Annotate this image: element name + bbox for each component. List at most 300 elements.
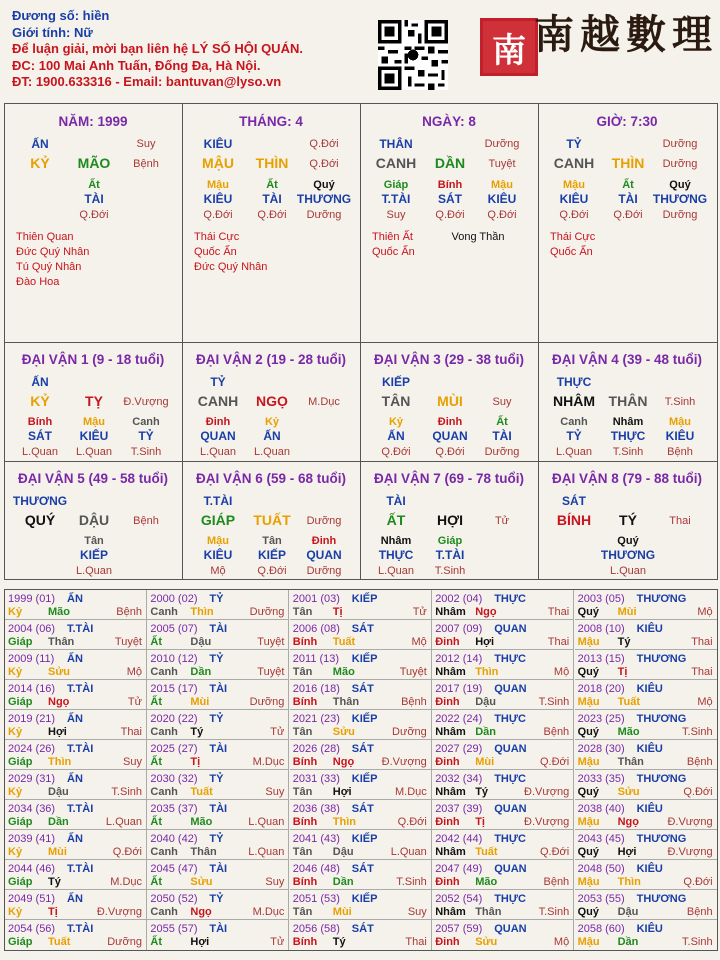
- hidden-god: TÀI: [262, 192, 282, 206]
- header-info: [12, 8, 303, 91]
- year-label: 2011 (13): [292, 653, 340, 665]
- year-label: 1999 (01): [8, 593, 56, 605]
- year-stem: Quý: [577, 666, 599, 678]
- gender: Giới tính: Nữ: [12, 24, 93, 40]
- year-god: ẤN: [67, 833, 83, 845]
- year-phase: Thai: [691, 666, 713, 678]
- year-god: KIÊU: [636, 683, 663, 695]
- year-label: 2057 (59): [435, 923, 483, 935]
- year-label: 2038 (40): [577, 803, 625, 815]
- year-cell: [290, 740, 432, 770]
- hidden-stem: Mậu: [207, 535, 229, 547]
- hidden-god: THƯƠNG: [296, 192, 352, 206]
- hidden-god: ẤN: [263, 429, 281, 443]
- hidden-stem: Mậu: [669, 416, 691, 428]
- hidden-god: KIÊU: [203, 548, 233, 562]
- year-phase: Suy: [407, 906, 427, 918]
- year-stem: Quý: [577, 906, 599, 918]
- year-god: SÁT: [351, 923, 374, 935]
- dai-van-stem: ẤT: [386, 512, 406, 528]
- year-cell: [575, 650, 717, 680]
- year-branch: Mão: [617, 726, 640, 738]
- year-god: TỶ: [209, 593, 224, 605]
- year-phase: T.Sinh: [682, 726, 713, 738]
- hidden-phase: Mộ: [210, 565, 226, 577]
- year-stem: Canh: [150, 726, 178, 738]
- year-cell: [290, 830, 432, 860]
- year-cell: [5, 770, 147, 800]
- year-branch: Sửu: [617, 786, 640, 798]
- year-stem: Nhâm: [435, 666, 466, 678]
- hidden-phase: Q.Đới: [435, 446, 465, 458]
- hidden-god: QUAN: [432, 429, 468, 443]
- year-label: 2014 (16): [8, 683, 56, 695]
- hidden-stem: Đinh: [205, 416, 231, 428]
- address-line: ĐC: 100 Mai Anh Tuấn, Đống Đa, Hà Nội.: [12, 57, 261, 73]
- pillar-mid-star: Vong Thần: [451, 231, 505, 243]
- year-cell: [5, 830, 147, 860]
- hidden-phase: L.Quan: [609, 565, 647, 577]
- year-phase: Đ.Vượng: [667, 846, 713, 858]
- year-branch: Tuất: [617, 696, 640, 708]
- year-label: 2010 (12): [150, 653, 198, 665]
- year-stem: Tân: [292, 666, 313, 678]
- year-cell: [432, 590, 574, 620]
- hidden-stem: Ất: [88, 179, 100, 191]
- dai-van-branch: THÂN: [608, 393, 648, 409]
- year-branch: Dậu: [617, 906, 639, 918]
- dai-van-title: ĐẠI VẬN 8 (79 - 88 tuổi): [551, 471, 703, 486]
- year-branch: Mùi: [475, 756, 495, 768]
- year-cell: [5, 590, 147, 620]
- phone-email-line: ĐT: 1900.633316 - Email: bantuvan@lyso.vn: [12, 74, 282, 89]
- year-god: KIÊU: [636, 863, 663, 875]
- year-god: T.TÀI: [67, 623, 94, 635]
- year-phase: Thai: [405, 936, 427, 948]
- year-god: THƯƠNG: [636, 833, 687, 845]
- year-stem: Bính: [292, 816, 318, 828]
- dai-van-phase: Dưỡng: [306, 515, 342, 527]
- dai-van-branch: TUẤT: [253, 512, 291, 528]
- pillar-branch: DẦN: [434, 155, 466, 171]
- year-label: 2033 (35): [577, 773, 625, 785]
- year-branch: Thân: [475, 906, 502, 918]
- year-god: SÁT: [351, 683, 374, 695]
- year-phase: L.Quan: [105, 816, 142, 828]
- year-branch: Mùi: [617, 606, 637, 618]
- year-stem: Tân: [292, 846, 313, 858]
- year-phase: Bệnh: [543, 876, 570, 888]
- hidden-phase: Dưỡng: [306, 209, 342, 221]
- hidden-god: ẤN: [387, 429, 405, 443]
- year-god: KIẾP: [351, 593, 378, 605]
- year-cell: [5, 800, 147, 830]
- year-god: THƯƠNG: [636, 593, 687, 605]
- dai-van-cell: [360, 343, 538, 461]
- year-cell: [5, 920, 147, 950]
- year-branch: Sửu: [475, 936, 498, 948]
- year-label: 2052 (54): [435, 893, 483, 905]
- pillar-title: GIỜ: 7:30: [596, 114, 658, 129]
- year-branch: Dần: [475, 726, 496, 738]
- year-branch: Hợi: [190, 936, 210, 948]
- year-cell: [575, 770, 717, 800]
- year-stem: Tân: [292, 606, 313, 618]
- year-stem: Bính: [292, 876, 318, 888]
- year-phase: Dưỡng: [392, 726, 427, 738]
- year-branch: Tuất: [48, 936, 71, 948]
- star-item: Quốc Ấn: [550, 246, 593, 258]
- year-stem: Kỷ: [8, 666, 23, 678]
- hidden-god: KIẾP: [257, 548, 287, 562]
- year-phase: Dưỡng: [249, 696, 285, 708]
- year-phase: Q.Đới: [397, 816, 427, 828]
- year-cell: [147, 710, 289, 740]
- pillar-title: THÁNG: 4: [239, 114, 303, 129]
- year-branch: Ngọ: [332, 756, 355, 768]
- hidden-stem: Quý: [313, 179, 335, 191]
- year-label: 2032 (34): [435, 773, 483, 785]
- year-god: TỶ: [209, 833, 224, 845]
- dai-van-title: ĐẠI VẬN 7 (69 - 78 tuổi): [373, 471, 525, 486]
- year-god: QUAN: [494, 743, 527, 755]
- hidden-god: SÁT: [28, 429, 52, 443]
- year-stem: Canh: [150, 906, 178, 918]
- year-stem: Mậu: [577, 876, 600, 888]
- year-cell: [575, 740, 717, 770]
- year-branch: Mão: [475, 876, 498, 888]
- year-phase: Tuyệt: [114, 636, 142, 648]
- year-label: 2037 (39): [435, 803, 483, 815]
- hidden-phase: Dưỡng: [306, 565, 342, 577]
- hidden-phase: Q.Đới: [613, 209, 643, 221]
- stars-list: [550, 230, 595, 260]
- year-stem: Giáp: [8, 696, 33, 708]
- star-item: Thiên Quan: [16, 231, 74, 243]
- year-cell: [575, 710, 717, 740]
- year-phase: T.Sinh: [538, 696, 570, 708]
- dai-van-phase: Thai: [669, 515, 691, 527]
- year-label: 2005 (07): [150, 623, 198, 635]
- year-branch: Tuất: [332, 636, 356, 648]
- pillar-stem: MẬU: [202, 155, 234, 171]
- dai-van-god: THỰC: [556, 375, 592, 389]
- year-god: THỰC: [494, 833, 526, 845]
- dai-van-stem: CANH: [197, 393, 239, 409]
- year-phase: Mộ: [553, 936, 570, 948]
- year-cell: [290, 680, 432, 710]
- star-item: Thiên Ất: [372, 231, 413, 243]
- year-branch: Mão: [48, 606, 70, 618]
- year-branch: Tị: [475, 816, 485, 828]
- year-phase: Suy: [265, 876, 285, 888]
- year-god: ẤN: [67, 653, 83, 665]
- year-phase: Dưỡng: [249, 606, 285, 618]
- year-cell: [432, 830, 574, 860]
- hidden-stem: Tân: [262, 535, 282, 547]
- year-cell: [432, 800, 574, 830]
- year-god: SÁT: [351, 743, 374, 755]
- year-branch: Mùi: [48, 846, 67, 858]
- year-branch: Tuất: [475, 846, 498, 858]
- hidden-god: TỶ: [566, 429, 582, 443]
- year-stem: Ất: [150, 816, 162, 828]
- hidden-god: THƯƠNG: [600, 548, 656, 562]
- year-stem: Mậu: [577, 696, 600, 708]
- year-stem: Mậu: [577, 756, 600, 768]
- dai-van-cell: [4, 462, 182, 580]
- dai-van-stem: GIÁP: [200, 512, 236, 528]
- year-cell: [575, 920, 717, 950]
- year-stem: Kỷ: [8, 786, 23, 798]
- year-god: THỰC: [494, 773, 526, 785]
- year-label: 2051 (53): [292, 893, 340, 905]
- hidden-phase: T.Sinh: [434, 565, 466, 577]
- year-stem: Canh: [150, 846, 178, 858]
- year-phase: Tử: [412, 606, 427, 618]
- year-phase: Thai: [120, 726, 142, 738]
- year-cell: [432, 860, 574, 890]
- year-label: 2054 (56): [8, 923, 56, 935]
- dai-van-god: KIẾP: [381, 375, 411, 389]
- year-stem: Nhâm: [435, 906, 466, 918]
- hidden-phase: L.Quan: [199, 446, 237, 458]
- year-stem: Quý: [577, 786, 599, 798]
- year-stem: Giáp: [8, 816, 33, 828]
- year-stem: Canh: [150, 666, 178, 678]
- pillar-god-phase: Suy: [136, 138, 156, 150]
- dai-van-title: ĐẠI VẬN 6 (59 - 68 tuổi): [195, 471, 347, 486]
- year-phase: Thai: [691, 636, 713, 648]
- year-god: TÀI: [209, 923, 228, 935]
- hidden-stem: Ất: [266, 179, 278, 191]
- year-cell: [5, 710, 147, 740]
- year-label: 2055 (57): [150, 923, 198, 935]
- year-phase: M.Dục: [252, 906, 285, 918]
- year-branch: Thân: [617, 756, 644, 768]
- year-branch: Mùi: [332, 906, 352, 918]
- pillar-stem: CANH: [375, 155, 417, 171]
- year-god: SÁT: [351, 803, 374, 815]
- year-stem: Giáp: [8, 756, 33, 768]
- year-cell: [432, 920, 574, 950]
- stars-list: [372, 230, 415, 260]
- year-god: THỰC: [494, 713, 526, 725]
- year-stem: Kỷ: [8, 906, 23, 918]
- hidden-phase: Q.Đới: [487, 209, 517, 221]
- year-phase: T.Sinh: [682, 936, 713, 948]
- star-item: Tú Quý Nhân: [16, 261, 82, 273]
- hidden-stem: Quý: [617, 535, 639, 547]
- pillar-title: NĂM: 1999: [58, 114, 128, 129]
- year-cell: [147, 800, 289, 830]
- seal-logo: 南: [480, 18, 538, 76]
- year-god: TÀI: [209, 623, 228, 635]
- year-stem: Đinh: [435, 696, 460, 708]
- hidden-phase: Q.Đới: [381, 446, 411, 458]
- star-item: Thái Cực: [194, 231, 240, 243]
- year-phase: Tử: [270, 726, 285, 738]
- year-god: KIẾP: [351, 653, 378, 665]
- year-stem: Mậu: [577, 936, 600, 948]
- year-cell: [5, 890, 147, 920]
- year-label: 2040 (42): [150, 833, 198, 845]
- year-cell: [290, 890, 432, 920]
- year-label: 2049 (51): [8, 893, 56, 905]
- year-god: SÁT: [351, 623, 374, 635]
- hidden-phase: Dưỡng: [484, 446, 520, 458]
- year-god: TÀI: [209, 683, 228, 695]
- year-cell: [147, 860, 289, 890]
- year-phase: Thai: [547, 636, 570, 648]
- year-label: 2015 (17): [150, 683, 198, 695]
- year-cell: [147, 890, 289, 920]
- year-branch: Tý: [475, 786, 489, 798]
- year-god: QUAN: [494, 683, 527, 695]
- hidden-stem: Canh: [132, 416, 160, 428]
- year-label: 2018 (20): [577, 683, 625, 695]
- pillar-branch: THÌN: [255, 155, 289, 171]
- year-branch: Dần: [617, 936, 639, 948]
- year-branch: Mùi: [190, 696, 210, 708]
- year-stem: Đinh: [435, 936, 460, 948]
- year-branch: Tý: [617, 636, 631, 648]
- hidden-phase: L.Quan: [21, 446, 59, 458]
- hidden-stem: Nhâm: [612, 416, 644, 428]
- year-label: 2053 (55): [577, 893, 625, 905]
- hidden-stem: Đinh: [311, 535, 337, 547]
- year-stem: Ất: [150, 756, 162, 768]
- year-god: THƯƠNG: [636, 713, 687, 725]
- year-cell: [575, 860, 717, 890]
- year-stem: Kỷ: [8, 846, 23, 858]
- hidden-god: KIÊU: [203, 192, 233, 206]
- year-label: 2035 (37): [150, 803, 198, 815]
- year-god: KIẾP: [351, 893, 378, 905]
- dai-van-phase: Suy: [492, 396, 512, 408]
- year-phase: Q.Đới: [683, 786, 713, 798]
- pillar-god: KIÊU: [203, 137, 233, 151]
- hidden-stem: Bính: [27, 416, 53, 428]
- year-label: 2009 (11): [8, 653, 55, 665]
- hidden-phase: Q.Đới: [257, 565, 287, 577]
- year-branch: Dần: [48, 816, 69, 828]
- year-phase: Bệnh: [543, 726, 570, 738]
- year-stem: Đinh: [435, 756, 460, 768]
- dai-van-stem: QUÝ: [24, 512, 56, 528]
- year-cell: [147, 920, 289, 950]
- year-god: THỰC: [494, 653, 526, 665]
- pillar-branch-phase: Bệnh: [133, 158, 159, 170]
- hidden-phase: L.Quan: [253, 446, 291, 458]
- year-stem: Đinh: [435, 876, 460, 888]
- year-cell: [5, 680, 147, 710]
- year-branch: Dần: [190, 666, 212, 678]
- year-phase: Bệnh: [401, 696, 427, 708]
- year-god: SÁT: [351, 863, 374, 875]
- year-cell: [575, 890, 717, 920]
- year-stem: Nhâm: [435, 726, 466, 738]
- hidden-stem: Mậu: [83, 416, 105, 428]
- year-stem: Ất: [150, 936, 162, 948]
- dai-van-cell: [4, 343, 182, 461]
- year-cell: [575, 800, 717, 830]
- year-cell: [432, 710, 574, 740]
- year-label: 2048 (50): [577, 863, 625, 875]
- year-cell: [575, 620, 717, 650]
- year-cell: [290, 650, 432, 680]
- year-phase: Đ.Vượng: [524, 786, 570, 798]
- dai-van-branch: TỴ: [85, 393, 103, 409]
- pillar-cell: [182, 104, 360, 341]
- dai-van-branch: MÙI: [437, 393, 463, 409]
- year-label: 2058 (60): [577, 923, 625, 935]
- dai-van-cell: [182, 462, 360, 580]
- hidden-god: T.TÀI: [435, 548, 465, 562]
- year-branch: Ngọ: [190, 906, 212, 918]
- year-stem: Kỷ: [8, 606, 23, 618]
- year-god: THỰC: [494, 593, 526, 605]
- year-god: ẤN: [67, 893, 83, 905]
- year-branch: Tý: [48, 876, 61, 888]
- year-label: 2022 (24): [435, 713, 483, 725]
- year-god: TỶ: [209, 773, 224, 785]
- year-label: 2003 (05): [577, 593, 625, 605]
- pillar-stem: CANH: [553, 155, 595, 171]
- year-phase: T.Sinh: [538, 906, 570, 918]
- hidden-phase: Q.Đới: [559, 209, 589, 221]
- year-branch: Thìn: [617, 876, 641, 888]
- year-god: THỰC: [494, 893, 526, 905]
- year-god: QUAN: [494, 803, 527, 815]
- year-label: 2029 (31): [8, 773, 56, 785]
- year-god: TỶ: [209, 713, 224, 725]
- year-branch: Thìn: [332, 816, 357, 828]
- hidden-god: QUAN: [306, 548, 342, 562]
- brand-title: 南越數理: [534, 11, 718, 58]
- hidden-god: TỶ: [138, 429, 154, 443]
- year-label: 2034 (36): [8, 803, 56, 815]
- pillar-branch-phase: Dưỡng: [662, 158, 698, 170]
- hidden-god: SÁT: [438, 192, 462, 206]
- year-label: 2004 (06): [8, 623, 56, 635]
- dai-van-phase: M.Dục: [308, 396, 340, 408]
- year-cell: [432, 740, 574, 770]
- year-stem: Quý: [577, 846, 599, 858]
- pillar-branch: MÃO: [77, 155, 111, 171]
- year-god: QUAN: [494, 863, 527, 875]
- hidden-god: KIÊU: [79, 429, 109, 443]
- year-cell: [5, 650, 147, 680]
- star-item: Đức Quý Nhân: [194, 261, 268, 273]
- pillar-title: NGÀY: 8: [422, 114, 476, 129]
- pillar-stem: KỶ: [30, 155, 50, 171]
- year-label: 2047 (49): [435, 863, 483, 875]
- year-stem: Canh: [150, 606, 178, 618]
- year-phase: L.Quan: [390, 846, 427, 858]
- year-cell: [290, 620, 432, 650]
- year-phase: Tử: [270, 936, 285, 948]
- dai-van-god: SÁT: [562, 494, 586, 508]
- year-label: 2026 (28): [292, 743, 340, 755]
- pillar-god: TỶ: [566, 137, 582, 151]
- star-item: Quốc Ấn: [372, 246, 415, 258]
- year-label: 2042 (44): [435, 833, 483, 845]
- year-phase: Suy: [123, 756, 142, 768]
- year-stem: Quý: [577, 606, 599, 618]
- pillar-cell: [360, 104, 538, 341]
- year-branch: Sửu: [48, 666, 71, 678]
